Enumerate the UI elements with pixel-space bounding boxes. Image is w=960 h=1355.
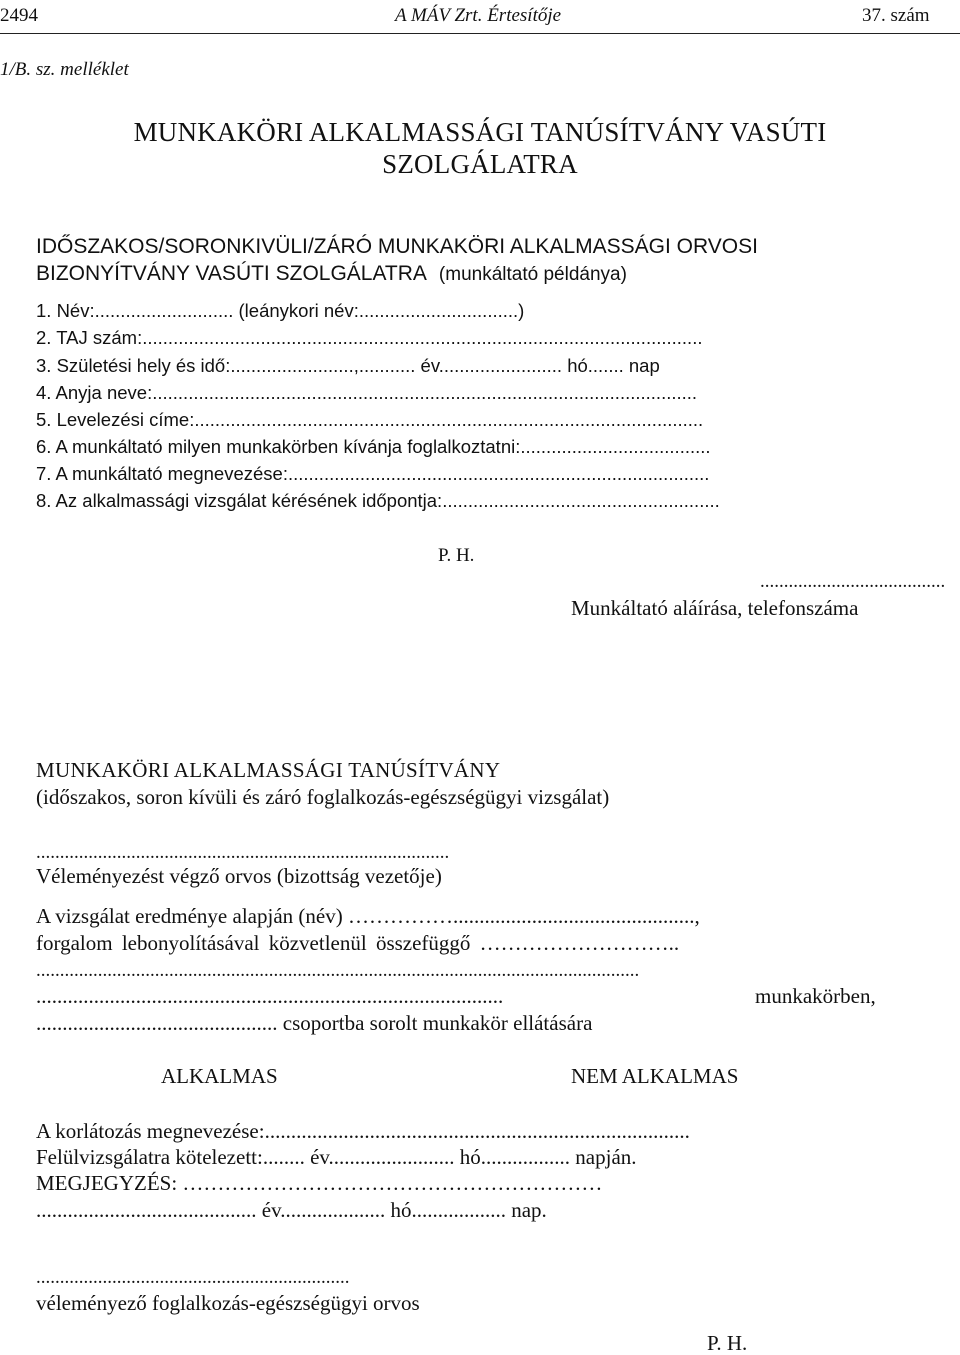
field-mother-name: 4. Anyja neve:.......................................................................................................... [36, 382, 698, 403]
option-fit: ALKALMAS [161, 1064, 278, 1088]
subtitle-text: BIZONYÍTVÁNY VASÚTI SZOLGÁLATRA [36, 262, 427, 285]
employer-signature-dots: ....................................... [760, 571, 946, 592]
subtitle-line1: IDŐSZAKOS/SORONKIVÜLI/ZÁRÓ MUNKAKÖRI ALKALMASSÁGI ORVOSI [36, 235, 758, 258]
copy-note: (munkáltató példánya) [438, 264, 627, 285]
page-title-line1: MUNKAKÖRI ALKALMASSÁGI TANÚSÍTVÁNY VASÚTI [133, 117, 827, 147]
publication-title: A MÁV Zrt. Értesítője [395, 5, 562, 26]
remarks-line: MEGJEGYZÉS: …………………………………………………… [36, 1171, 603, 1195]
certificate-heading: MUNKAKÖRI ALKALMASSÁGI TANÚSÍTVÁNY [36, 758, 501, 782]
doctor-signature-dots: ....................................................................................... [36, 842, 450, 863]
doctor-signature-label: Véleményezést végző orvos (bizottság vezetője) [36, 864, 442, 888]
issue-number: 37. szám [862, 5, 930, 26]
page-number: 2494 [0, 5, 38, 26]
work-line [36, 984, 876, 1008]
work-line-word: munkakörben, [755, 984, 876, 1008]
header-rule [0, 33, 960, 34]
restriction-line: A korlátozás megnevezése:................................................................................. [36, 1119, 690, 1143]
date-line: .......................................... év.................... hó.................. nap. [36, 1198, 547, 1222]
work-line-dots: ......................................................................................... [36, 984, 504, 1008]
blank-dots-line: ............................................................................................................................... [36, 960, 640, 981]
field-address: 5. Levelezési címe:................................................................................................... [36, 409, 704, 430]
group-line: .............................................. csoportba sorolt munkakör ellátására [36, 1011, 593, 1035]
certificate-subheading: (időszakos, soron kívüli és záró foglalkozás-egészségügyi vizsgálat) [36, 785, 610, 809]
traffic-line: forgalom lebonyolításával közvetlenül összefüggő ……………………….. [36, 931, 680, 955]
page-title-line2: SZOLGÁLATRA [382, 149, 578, 179]
doctor-sign-dots: .................................................................. [36, 1267, 350, 1288]
doctor-stamp-ph: P. H. [707, 1331, 748, 1355]
field-name: 1. Név:........................... (leánykori név:...............................) [36, 300, 525, 321]
result-line: A vizsgálat eredménye alapján (név) …………….............................................., [36, 904, 700, 928]
field-employer: 7. A munkáltató megnevezése:.................................................................................. [36, 463, 710, 484]
field-job: 6. A munkáltató milyen munkakörben kívánja foglalkoztatni:..................................... [36, 436, 711, 457]
option-unfit: NEM ALKALMAS [571, 1064, 739, 1088]
review-line: Felülvizsgálatra kötelezett:........ év........................ hó................. napján. [36, 1145, 637, 1169]
subtitle-line2 [36, 263, 627, 284]
doctor-label: véleményező foglalkozás-egészségügyi orvos [36, 1291, 420, 1315]
employer-signature-label: Munkáltató aláírása, telefonszáma [571, 596, 859, 620]
field-birth: 3. Születési hely és idő:........................,........... év........................ hó....... nap [36, 355, 660, 376]
field-taj: 2. TAJ szám:............................................................................................................. [36, 327, 703, 348]
field-request-date: 8. Az alkalmassági vizsgálat kérésének időpontja:...................................................... [36, 490, 720, 511]
employer-stamp-ph: P. H. [438, 545, 475, 566]
annex-label: 1/B. sz. melléklet [0, 59, 129, 80]
